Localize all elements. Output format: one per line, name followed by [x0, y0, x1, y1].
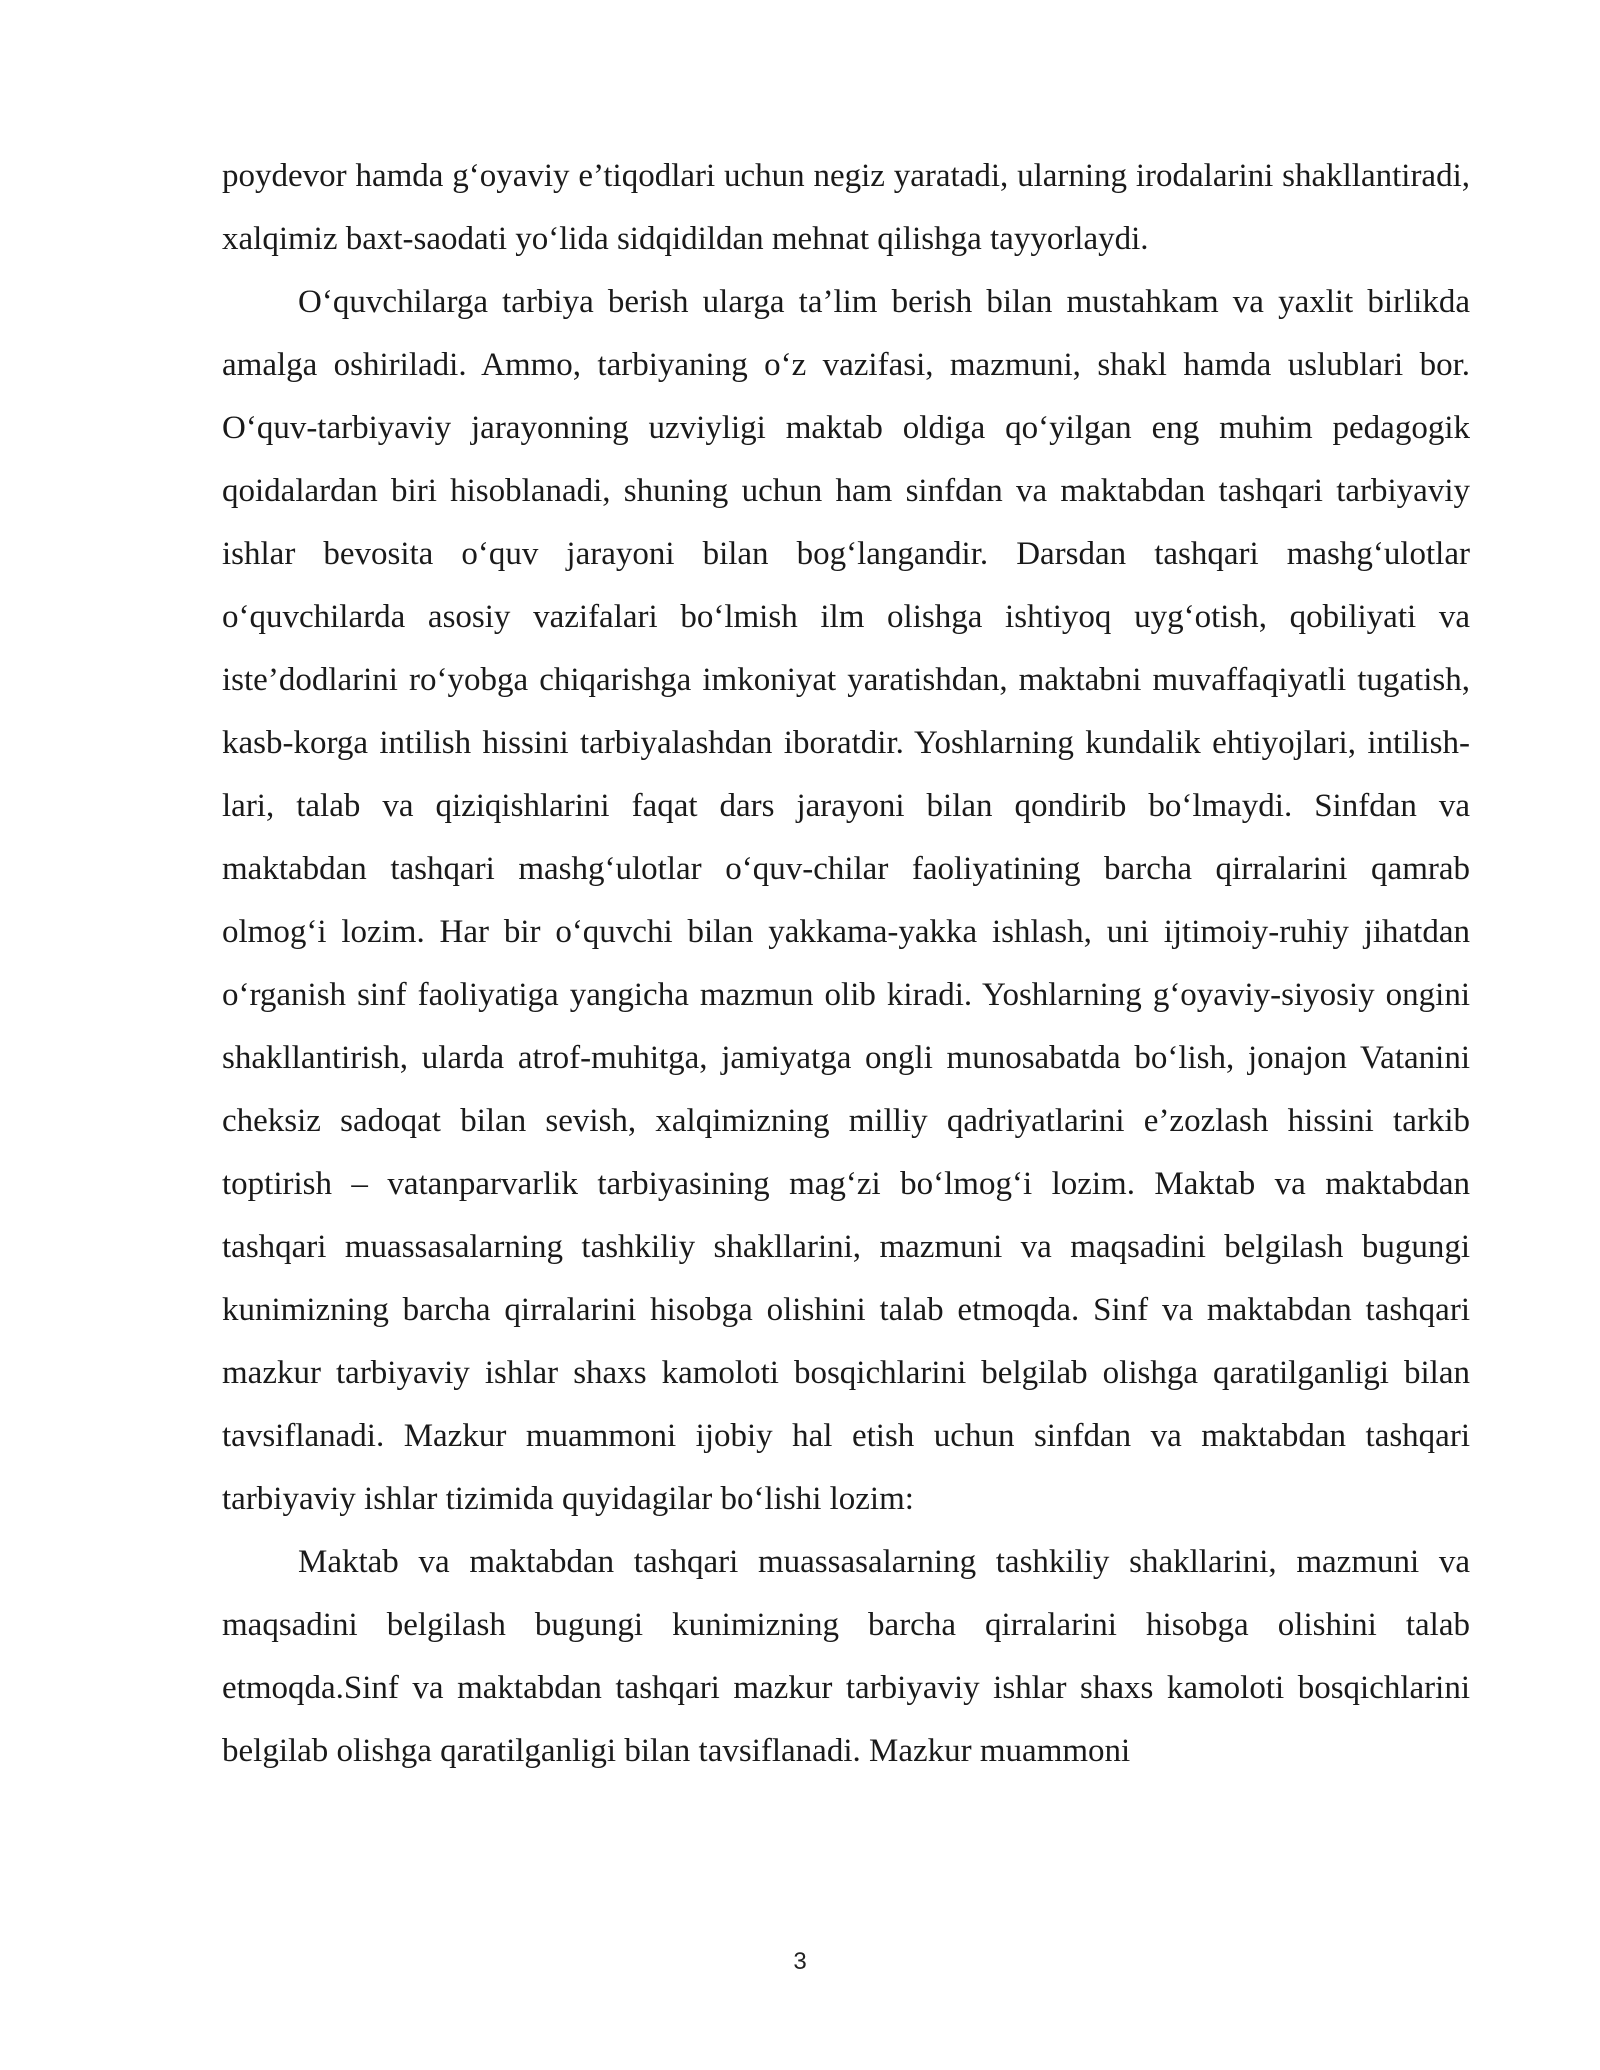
paragraph-school-institutions: Maktab va maktabdan tashqari muassasalarning tashkiliy shakllarini, mazmuni va maqsadini belgilash bugungi kunimizning barcha qirralarini hisobga olishini talab etmoqda.Sinf va maktabdan tashqari mazkur tarbiyaviy ishlar shaxs kamoloti bosqichlarini belgilab olishga qaratilganligi bilan tavsiflanadi. Mazkur muammoni [222, 1544, 1470, 1769]
paragraph-upbringing: O‘quvchilarga tarbiya berish ularga ta’lim berish bilan mustahkam va yaxlit birlikda amalga oshiriladi. Ammo, tarbiyaning o‘z vazifasi, mazmuni, shakl hamda uslublari bor. O‘quv-tarbiyaviy jarayonning uzviyligi maktab oldiga qo‘yilgan eng muhim pedagogik qoidalardan biri hisoblanadi, shuning uchun ham sinfdan va maktabdan tashqari tarbiyaviy ishlar bevosita o‘quv jarayoni bilan bog‘langandir. Darsdan tashqari mashg‘ulotlar o‘quvchilarda asosiy vazifalari bo‘lmish ilm olishga ishtiyoq uyg‘otish, qobiliyati va iste’dodlarini ro‘yobga chiqarishga imkoniyat yaratishdan, maktabni muvaffaqiyatli tugatish, kasb-korga intilish hissini tarbiyalashdan iboratdir. Yoshlarning kundalik ehtiyojlari, intilish-lari, talab va qiziqishlarini faqat dars jarayoni bilan qondirib bo‘lmaydi. Sinfdan va maktabdan tashqari mashg‘ulotlar o‘quv-chilar faoliyatining barcha qirralarini qamrab olmog‘i lozim. Har bir o‘quvchi bilan yakkama-yakka ishlash, uni ijtimoiy-ruhiy jihatdan o‘rganish sinf faoliyatiga yangicha mazmun olib kiradi. Yoshlarning g‘oyaviy-siyosiy ongini shakllantirish, ularda atrof-muhitga, jamiyatga ongli munosabatda bo‘lish, jonajon Vatanini cheksiz sadoqat bilan sevish, xalqimizning milliy qadriyatlarini e’zozlash hissini tarkib toptirish – vatanparvarlik tarbiyasining mag‘zi bo‘lmog‘i lozim. Maktab va maktabdan tashqari muassasalarning tashkiliy shakllarini, mazmuni va maqsadini belgilash bugungi kunimizning barcha qirralarini hisobga olishini talab etmoqda. Sinf va maktabdan tashqari mazkur tarbiyaviy ishlar shaxs kamoloti bosqichlarini belgilab olishga qaratilganligi bilan tavsiflanadi. Mazkur muammoni ijobiy hal etish uchun sinfdan va maktabdan tashqari tarbiyaviy ishlar tizimida quyidagilar bo‘lishi lozim: [222, 284, 1470, 1517]
paragraph-continuation: poydevor hamda g‘oyaviy e’tiqodlari uchun negiz yaratadi, ularning irodalarini shakllantiradi, xalqimiz baxt-saodati yo‘lida sidqidildan mehnat qilishga tayyorlaydi. [222, 158, 1470, 257]
document-body [222, 145, 1470, 1783]
page-number: 3 [793, 1948, 807, 1975]
